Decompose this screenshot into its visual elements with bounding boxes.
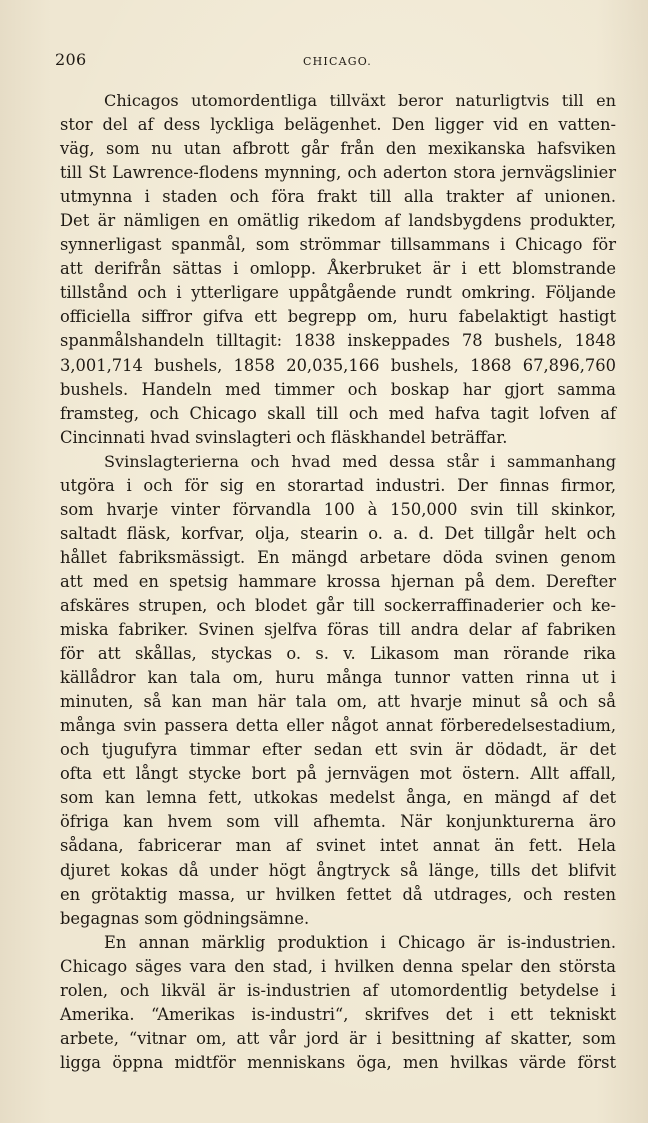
running-title: CHICAGO. [303,55,372,68]
text-line: djuret kokas då under högt ångtryck så länge, tills det blifvit [60,860,616,880]
text-line: synnerligast spanmål, som strömmar tillsammans i Chicago för [60,235,616,255]
text-line: hållet fabriksmässigt. En mängd arbetare döda svinen genom [60,547,616,567]
text-line: 3,001,714 bushels, 1858 20,035,166 bushels, 1868 67,896,760 [60,355,616,375]
text-line: begagnas som gödningsämne. [60,908,310,928]
text-line: en grötaktig massa, ur hvilken fettet då utdrages, och resten [60,884,616,904]
text-line: utmynna i staden och föra frakt till alla trakter af unionen. [60,187,616,207]
page-number: 206 [55,50,87,69]
text-line: för att skållas, styckas o. s. v. Likasom man rörande rika [60,644,616,664]
text-line: Svinslagterierna och hvad med dessa står i sammanhang [104,451,616,471]
text-line: öfriga kan hvem som vill afhemta. När konjunkturerna äro [60,812,616,832]
text-line: officiella siffror gifva ett begrepp om, huru fabelaktigt hastigt [60,307,616,327]
text-line: att derifrån sättas i omlopp. Åkerbruket är i ett blomstrande [60,259,616,279]
text-line: En annan märklig produktion i Chicago är is-industrien. [104,932,616,952]
text-line: rolen, och likväl är is-industrien af utomordentlig betydelse i [60,980,616,1000]
text-line: Chicagos utomordentliga tillväxt beror naturligtvis till en [104,91,616,110]
text-line: afskäres strupen, och blodet går till sockerraffinaderier och ke- [60,595,616,615]
text-line: miska fabriker. Svinen sjelfva föras till andra delar af fabriken [60,620,616,640]
text-line: som kan lemna fett, utkokas medelst ånga, en mängd af det [60,788,616,808]
text-line: framsteg, och Chicago skall till och med hafva tagit lofven af [60,403,616,423]
text-line: många svin passera detta eller något annat förberedelsestadium, [60,716,616,736]
body-text [60,89,616,1075]
text-line: Cincinnati hvad svinslagteri och fläskhandel beträffar. [60,427,508,447]
text-line: sådana, fabricerar man af svinet intet annat än fett. Hela [60,836,616,856]
text-line: som hvarje vinter förvandla 100 à 150,000 svin till skinkor, [60,499,616,519]
text-line: stor del af dess lyckliga belägenhet. Den ligger vid en vatten- [60,115,616,135]
text-line: till St Lawrence-flodens mynning, och aderton stora jernvägslinier [60,163,616,183]
text-line: saltadt fläsk, korfvar, olja, stearin o. a. d. Det tillgår helt och [60,523,616,543]
text-line: ligga öppna midtför menniskans öga, men hvilkas värde först [60,1052,616,1072]
text-line: ofta ett långt stycke bort på jernvägen mot östern. Allt affall, [60,764,616,784]
text-line: utgöra i och för sig en storartad industri. Der finnas firmor, [60,475,616,495]
text-line: att med en spetsig hammare krossa hjernan på dem. Derefter [60,571,616,591]
text-line: tillstånd och i ytterligare uppåtgående rundt omkring. Följande [60,283,616,303]
page-header [55,50,608,72]
text-line: källådror kan tala om, huru många tunnor vatten rinna ut i [60,668,616,688]
text-line: Det är nämligen en omätlig rikedom af landsbygdens produkter, [60,211,616,231]
text-line: arbete, “vitnar om, att vår jord är i besittning af skatter, som [60,1028,616,1048]
text-line: minuten, så kan man här tala om, att hvarje minut så och så [60,692,616,712]
text-line: och tjugufyra timmar efter sedan ett svin är dödadt, är det [60,740,616,760]
text-line: Amerika. “Amerikas is-industri“, skrifves det i ett tekniskt [60,1004,616,1024]
text-line: spanmålshandeln tilltagit: 1838 inskeppades 78 bushels, 1848 [60,331,616,351]
text-line: väg, som nu utan afbrott går från den mexikanska hafsviken [60,139,616,159]
text-line: bushels. Handeln med timmer och boskap har gjort samma [60,379,616,399]
text-line: Chicago säges vara den stad, i hvilken denna spelar den största [60,956,616,976]
